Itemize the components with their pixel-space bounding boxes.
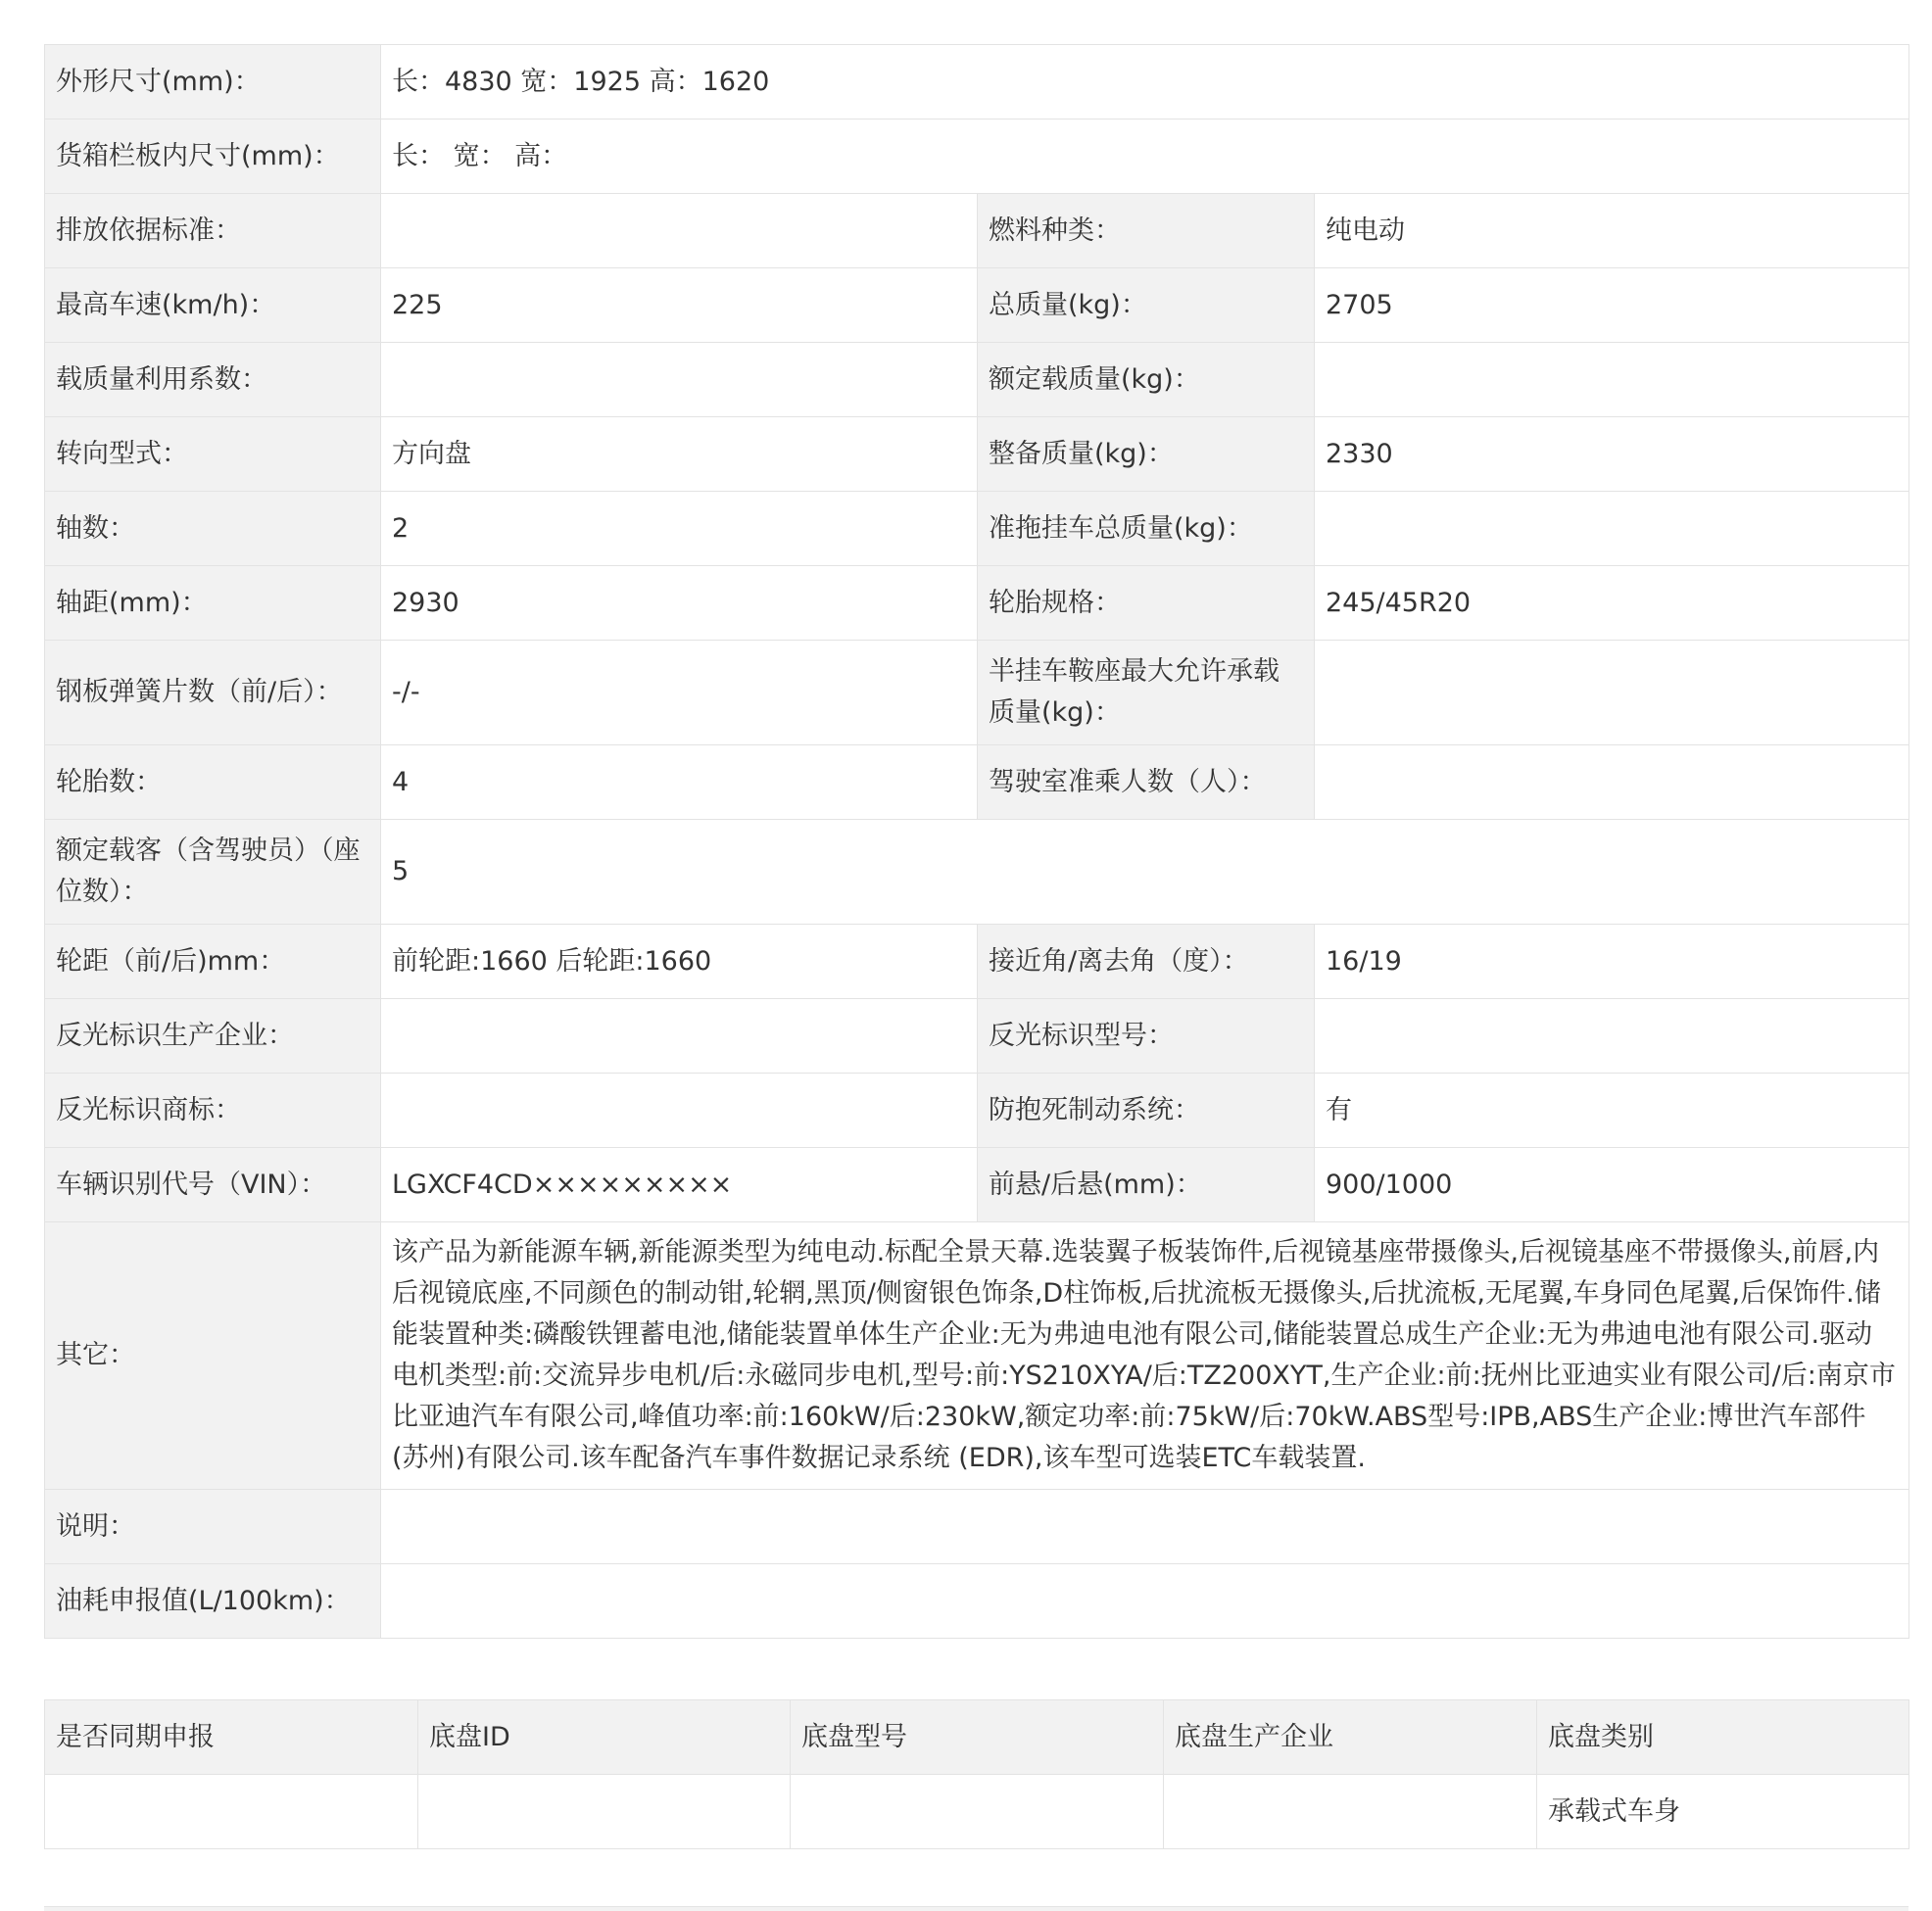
- gross-mass-label: 总质量(kg)：: [978, 268, 1315, 343]
- chassis-header-type: 底盘类别: [1537, 1700, 1909, 1775]
- reflector-model-label: 反光标识型号：: [978, 999, 1315, 1074]
- spec-row-brand-abs: [45, 1074, 1909, 1148]
- seats-value: 5: [381, 820, 1909, 925]
- emission-standard-label: 排放依据标准：: [45, 194, 381, 268]
- fuel-type-value: 纯电动: [1315, 194, 1909, 268]
- reflector-maker-label: 反光标识生产企业：: [45, 999, 381, 1074]
- cab-passengers-value: [1315, 745, 1909, 820]
- next-table-edge: [44, 1906, 1908, 1911]
- spec-row-dimensions: [45, 45, 1909, 119]
- spec-row-notes: [45, 1490, 1909, 1564]
- max-speed-label: 最高车速(km/h)：: [45, 268, 381, 343]
- abs-value: 有: [1315, 1074, 1909, 1148]
- axles-label: 轴数：: [45, 492, 381, 566]
- spec-row-cargo-box: [45, 119, 1909, 194]
- dimensions-value: 长：4830 宽：1925 高：1620: [381, 45, 1909, 119]
- chassis-header-maker: 底盘生产企业: [1164, 1700, 1537, 1775]
- tire-spec-value: 245/45R20: [1315, 566, 1909, 641]
- saddle-load-label: 半挂车鞍座最大允许承载质量(kg)：: [978, 641, 1315, 745]
- spec-row-tires: [45, 745, 1909, 820]
- reflector-model-value: [1315, 999, 1909, 1074]
- cargo-box-label: 货箱栏板内尺寸(mm)：: [45, 119, 381, 194]
- trailer-mass-label: 准拖挂车总质量(kg)：: [978, 492, 1315, 566]
- chassis-header-model: 底盘型号: [791, 1700, 1164, 1775]
- trailer-mass-value: [1315, 492, 1909, 566]
- load-factor-label: 载质量利用系数：: [45, 343, 381, 417]
- chassis-header-id: 底盘ID: [418, 1700, 791, 1775]
- tire-count-label: 轮胎数：: [45, 745, 381, 820]
- emission-standard-value: [381, 194, 978, 268]
- rated-load-label: 额定载质量(kg)：: [978, 343, 1315, 417]
- saddle-load-value: [1315, 641, 1909, 745]
- reflector-brand-label: 反光标识商标：: [45, 1074, 381, 1148]
- leaf-springs-value: -/-: [381, 641, 978, 745]
- reflector-brand-value: [381, 1074, 978, 1148]
- spec-row-load: [45, 343, 1909, 417]
- chassis-data-row: [45, 1775, 1909, 1849]
- spec-row-other: [45, 1222, 1909, 1490]
- notes-value: [381, 1490, 1909, 1564]
- vin-label: 车辆识别代号（VIN）：: [45, 1148, 381, 1222]
- chassis-cell-sync: [45, 1775, 418, 1849]
- fuel-type-label: 燃料种类：: [978, 194, 1315, 268]
- wheelbase-value: 2930: [381, 566, 978, 641]
- spec-row-seats: [45, 820, 1909, 925]
- cargo-box-value: 长： 宽： 高：: [381, 119, 1909, 194]
- chassis-header-row: [45, 1700, 1909, 1775]
- spec-row-wheelbase: [45, 566, 1909, 641]
- overhang-label: 前悬/后悬(mm)：: [978, 1148, 1315, 1222]
- seats-label: 额定载客（含驾驶员）（座位数）：: [45, 820, 381, 925]
- angles-value: 16/19: [1315, 925, 1909, 999]
- chassis-cell-maker: [1164, 1775, 1537, 1849]
- max-speed-value: 225: [381, 268, 978, 343]
- dimensions-label: 外形尺寸(mm)：: [45, 45, 381, 119]
- notes-label: 说明：: [45, 1490, 381, 1564]
- spec-row-speed-mass: [45, 268, 1909, 343]
- spec-row-vin: [45, 1148, 1909, 1222]
- track-value: 前轮距:1660 后轮距:1660: [381, 925, 978, 999]
- other-value: 该产品为新能源车辆,新能源类型为纯电动.标配全景天幕.选装翼子板装饰件,后视镜基座带摄像头,后视镜基座不带摄像头,前唇,内后视镜底座,不同颜色的制动钳,轮辋,黑顶/侧窗银色饰条,D柱饰板,后扰流板无摄像头,后扰流板,无尾翼,车身同色尾翼,后保饰件.储能装置种类:磷酸铁锂蓄电池,储能装置单体生产企业:无为弗迪电池有限公司,储能装置总成生产企业:无为弗迪电池有限公司.驱动电机类型:前:交流异步电机/后:永磁同步电机,型号:前:YS210XYA/后:TZ200XYT,生产企业:前:抚州比亚迪实业有限公司/后:南京市比亚迪汽车有限公司,峰值功率:前:160kW/后:230kW,额定功率:前:75kW/后:70kW.ABS型号:IPB,ABS生产企业:博世汽车部件(苏州)有限公司.该车配备汽车事件数据记录系统 (EDR),该车型可选装ETC车载装置.: [381, 1222, 1909, 1490]
- spec-row-emission-fuel: [45, 194, 1909, 268]
- track-label: 轮距（前/后)mm：: [45, 925, 381, 999]
- curb-mass-label: 整备质量(kg)：: [978, 417, 1315, 492]
- wheelbase-label: 轴距(mm)：: [45, 566, 381, 641]
- cab-passengers-label: 驾驶室准乘人数（人）：: [978, 745, 1315, 820]
- tire-count-value: 4: [381, 745, 978, 820]
- steering-value: 方向盘: [381, 417, 978, 492]
- gross-mass-value: 2705: [1315, 268, 1909, 343]
- abs-label: 防抱死制动系统：: [978, 1074, 1315, 1148]
- chassis-table: [44, 1699, 1909, 1849]
- curb-mass-value: 2330: [1315, 417, 1909, 492]
- rated-load-value: [1315, 343, 1909, 417]
- fuel-consumption-label: 油耗申报值(L/100km)：: [45, 1564, 381, 1639]
- chassis-cell-id: [418, 1775, 791, 1849]
- spec-row-axles: [45, 492, 1909, 566]
- fuel-consumption-value: [381, 1564, 1909, 1639]
- vehicle-spec-table: [44, 44, 1909, 1639]
- reflector-maker-value: [381, 999, 978, 1074]
- overhang-value: 900/1000: [1315, 1148, 1909, 1222]
- spec-row-steering: [45, 417, 1909, 492]
- tire-spec-label: 轮胎规格：: [978, 566, 1315, 641]
- spec-row-fuel-consumption: [45, 1564, 1909, 1639]
- other-label: 其它：: [45, 1222, 381, 1490]
- spec-row-track: [45, 925, 1909, 999]
- spec-row-reflector: [45, 999, 1909, 1074]
- steering-label: 转向型式：: [45, 417, 381, 492]
- axles-value: 2: [381, 492, 978, 566]
- load-factor-value: [381, 343, 978, 417]
- angles-label: 接近角/离去角（度）：: [978, 925, 1315, 999]
- leaf-springs-label: 钢板弹簧片数（前/后）：: [45, 641, 381, 745]
- spec-row-springs: [45, 641, 1909, 745]
- chassis-header-sync: 是否同期申报: [45, 1700, 418, 1775]
- vin-value: LGXCF4CD×××××××××: [381, 1148, 978, 1222]
- chassis-cell-type: 承载式车身: [1537, 1775, 1909, 1849]
- chassis-cell-model: [791, 1775, 1164, 1849]
